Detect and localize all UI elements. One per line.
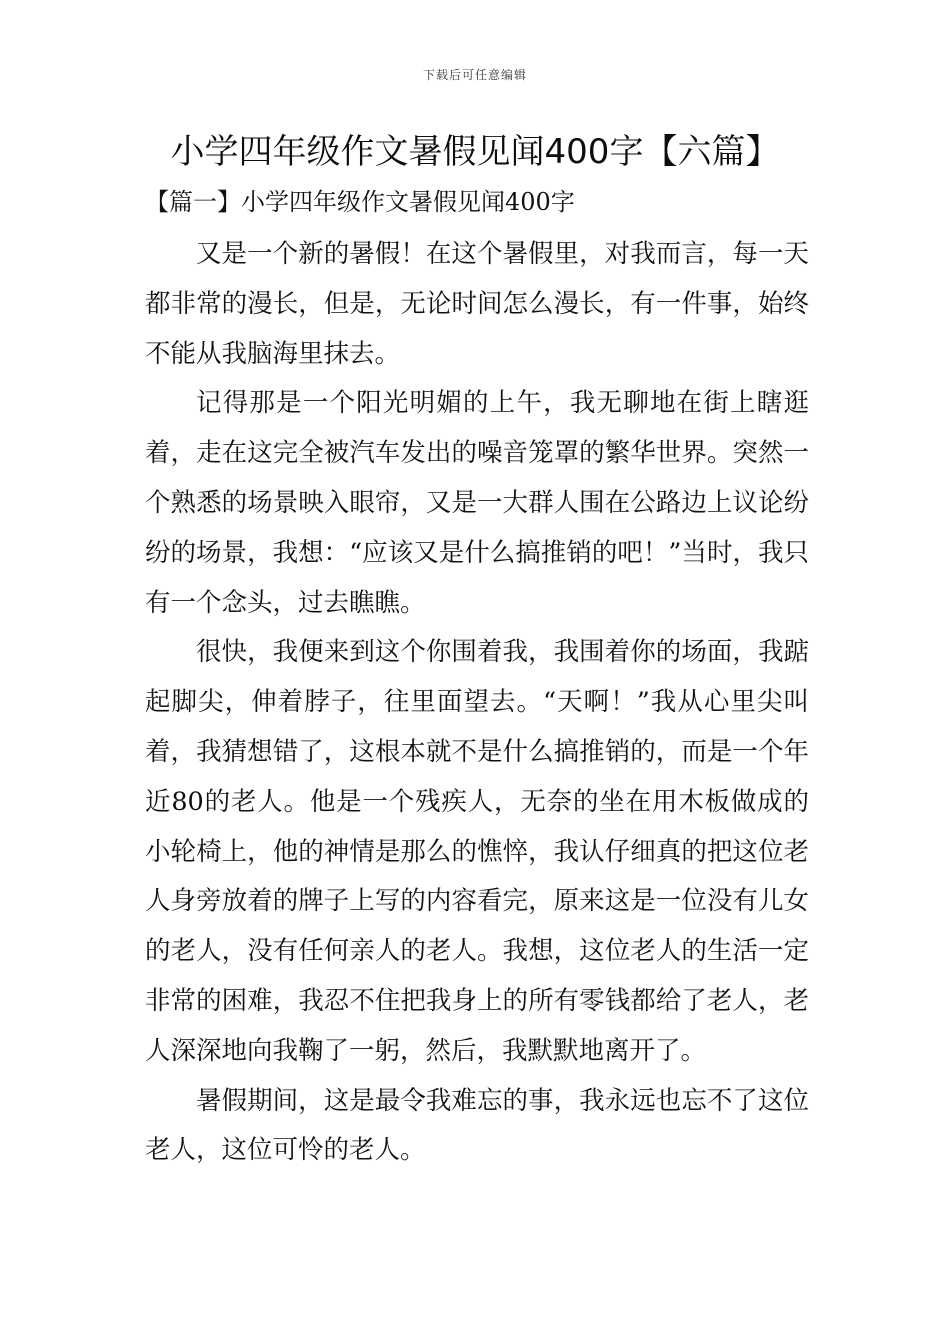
paragraph-1: 又是一个新的暑假！在这个暑假里，对我而言，每一天都非常的漫长，但是，无论时间怎么漫长，有一件事，始终不能从我脑海里抹去。	[145, 239, 809, 369]
section-heading: 【篇一】小学四年级作文暑假见闻400字	[145, 188, 575, 216]
essay-body	[145, 230, 809, 1176]
paragraph-3: 很快，我便来到这个你围着我，我围着你的场面，我踮起脚尖，伸着脖子，往里面望去。“天啊！”我从心里尖叫着，我猜想错了，这根本就不是什么搞推销的，而是一个年近80的老人。他是一个残疾人，无奈的坐在用木板做成的小轮椅上，他的神情是那么的憔悴，我认仔细真的把这位老人身旁放着的牌子上写的内容看完，原来这是一位没有儿女的老人，没有任何亲人的老人。我想，这位老人的生活一定非常的困难，我忍不住把我身上的所有零钱都给了老人，老人深深地向我鞠了一躬，然后，我默默地离开了。	[145, 637, 809, 1066]
document-title: 小学四年级作文暑假见闻400字【六篇】	[170, 132, 780, 172]
paragraph-4: 暑假期间，这是最令我难忘的事，我永远也忘不了这位老人，这位可怜的老人。	[145, 1085, 809, 1166]
paragraph-2: 记得那是一个阳光明媚的上午，我无聊地在街上瞎逛着，走在这完全被汽车发出的噪音笼罩的繁华世界。突然一个熟悉的场景映入眼帘，又是一大群人围在公路边上议论纷纷的场景，我想：“应该又是什么搞推销的吧！”当时，我只有一个念头，过去瞧瞧。	[145, 388, 809, 618]
header-note: 下载后可任意编辑	[422, 68, 527, 82]
